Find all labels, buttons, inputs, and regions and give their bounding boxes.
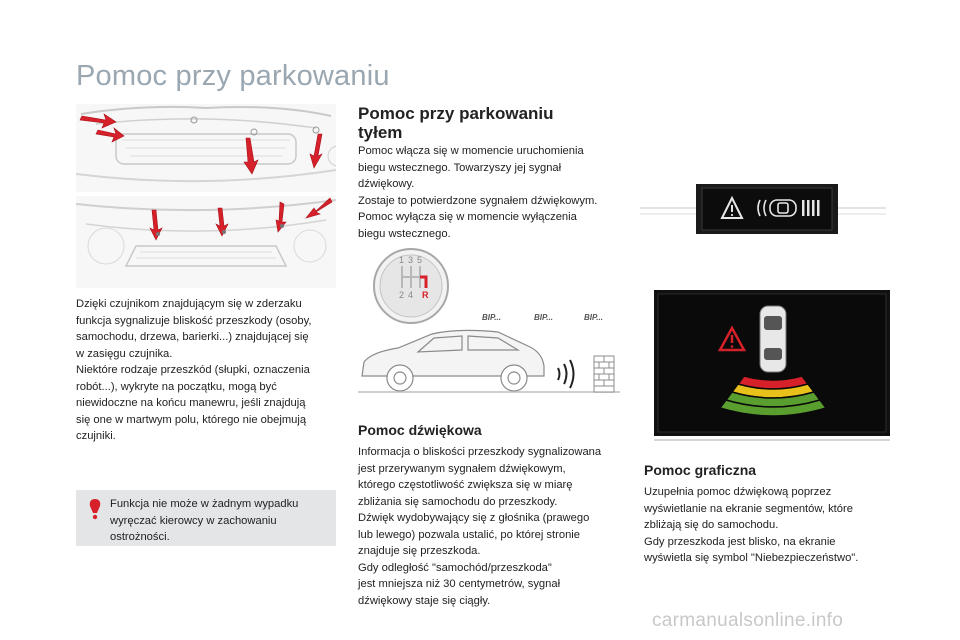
brick-wall bbox=[594, 356, 614, 392]
rear-line: dźwiękowy. bbox=[358, 178, 415, 190]
graphic-display-drawing bbox=[654, 290, 890, 446]
front-bumper-drawing bbox=[76, 104, 336, 192]
graphic-display-figure bbox=[654, 290, 890, 446]
bip-label: BIP... bbox=[584, 313, 603, 322]
audio-assist-heading: Pomoc dźwiękowa bbox=[358, 422, 482, 438]
rear-bumper-drawing bbox=[76, 196, 336, 288]
watermark: carmanualsonline.info bbox=[652, 610, 844, 631]
graphic-line: wyświetla się symbol "Niebezpieczeństwo". bbox=[644, 552, 859, 564]
audio-line: jest mniejsza niż 30 centymetrów, sygnał bbox=[358, 578, 561, 590]
warning-line: wyręczać kierowcy w zachowaniu bbox=[110, 514, 277, 527]
intro-line: robót...), wykryte na początku, mogą być bbox=[76, 380, 277, 393]
audio-line: którego częstotliwość zwiększa się w miarę bbox=[358, 479, 573, 491]
car-side-drawing bbox=[362, 330, 544, 391]
intro-line: Niektóre rodzaje przeszkód (słupki, oznaczenia bbox=[76, 364, 310, 376]
exclamation-icon bbox=[86, 498, 104, 520]
bip-label: BIP... bbox=[534, 313, 553, 322]
graphic-assist-text bbox=[644, 484, 904, 567]
intro-line: czujniki. bbox=[76, 430, 116, 442]
gear-label: 2 bbox=[399, 290, 405, 300]
rear-line: Zostaje to potwierdzone sygnałem dźwiękowym. bbox=[358, 194, 598, 207]
graphic-line: Gdy przeszkoda jest blisko, na ekranie bbox=[644, 535, 836, 548]
audio-line: Dźwięk wydobywający się z głośnika (prawego bbox=[358, 512, 590, 524]
intro-line: się one w martwym polu, którego nie obejmują bbox=[76, 413, 307, 426]
graphic-assist-heading: Pomoc graficzna bbox=[644, 462, 757, 478]
audio-line: znajduje się przeszkoda. bbox=[358, 545, 481, 557]
graphic-line: Uzupełnia pomoc dźwiękową poprzez bbox=[644, 486, 832, 498]
audio-line: lub lewego) pozwala ustalić, po której stronie bbox=[358, 528, 581, 541]
intro-text bbox=[76, 296, 346, 445]
audio-line: Informacja o bliskości przeszkody sygnalizowana bbox=[358, 446, 602, 458]
audio-line: zbliżania się samochodu do przeszkody. bbox=[358, 495, 558, 508]
audio-line: jest przerywanym sygnałem dźwiękowym, bbox=[358, 462, 566, 475]
reverse-gear-drawing bbox=[358, 248, 620, 410]
warning-line: Funkcja nie może w żadnym wypadku bbox=[110, 498, 299, 510]
rear-assist-heading-line2: tyłem bbox=[358, 123, 403, 142]
audio-line: dźwiękowy staje się ciągły. bbox=[358, 594, 491, 607]
rear-line: Pomoc włącza się w momencie uruchomienia bbox=[358, 145, 584, 157]
intro-line: niewidoczne na końcu manewru, jeśli znajdują bbox=[76, 397, 306, 409]
reverse-gear-figure bbox=[358, 248, 620, 410]
warning-line: ostrożności. bbox=[110, 531, 170, 543]
warning-box bbox=[76, 490, 336, 546]
rear-line: Pomoc wyłącza się w momencie wyłączenia bbox=[358, 211, 577, 223]
gear-label: 5 bbox=[417, 255, 423, 265]
audio-line: Gdy odległość "samochód/przeszkoda" bbox=[358, 561, 552, 574]
gear-label: R bbox=[422, 290, 429, 300]
audio-assist-text bbox=[358, 444, 630, 609]
warning-text bbox=[110, 496, 328, 546]
dashboard-display-figure bbox=[640, 178, 886, 240]
intro-line: funkcja sygnalizuje bliskość przeszkody (osoby, bbox=[76, 314, 312, 327]
graphic-line: zbliżają się do samochodu. bbox=[644, 519, 779, 531]
graphic-line: wyświetlanie na ekranie segmentów, które bbox=[644, 502, 853, 515]
gear-label: 3 bbox=[408, 255, 414, 265]
rear-assist-text bbox=[358, 143, 630, 242]
rear-assist-heading bbox=[358, 104, 618, 142]
intro-line: Dzięki czujnikom znajdującym się w zderzaku bbox=[76, 298, 302, 310]
page-title: Pomoc przy parkowaniu bbox=[76, 60, 390, 92]
intro-line: w zasięgu czujnika. bbox=[76, 347, 173, 360]
gear-label: 1 bbox=[399, 255, 405, 265]
front-bumper-figure bbox=[76, 104, 336, 192]
rear-line: biegu wstecznego. bbox=[358, 227, 451, 240]
sound-waves-icon bbox=[558, 360, 574, 388]
dashboard-display-drawing bbox=[640, 178, 886, 240]
bip-label: BIP... bbox=[482, 313, 501, 322]
gear-label: 4 bbox=[408, 290, 414, 300]
intro-line: samochodu, drzewa, barierki...) znajdującej się bbox=[76, 331, 309, 343]
rear-assist-heading-line1: Pomoc przy parkowaniu bbox=[358, 104, 554, 123]
car-top-view bbox=[760, 306, 786, 372]
rear-line: biegu wstecznego. Towarzyszy jej sygnał bbox=[358, 161, 562, 174]
rear-bumper-figure bbox=[76, 196, 336, 288]
